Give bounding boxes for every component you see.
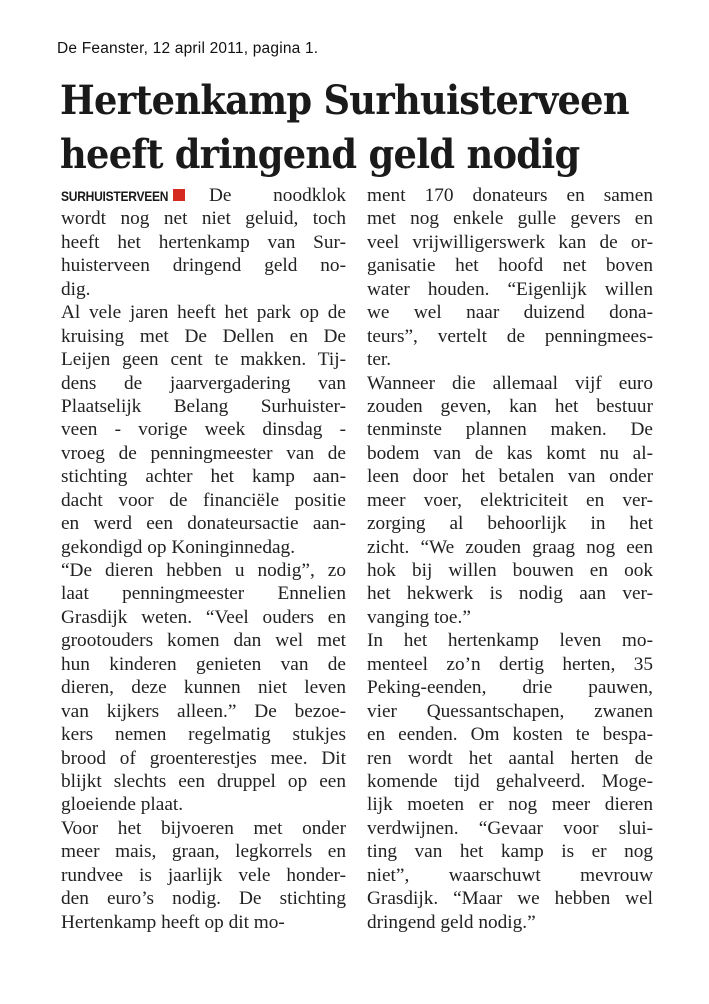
article-text-line: en eenden. Om kosten te bespa- bbox=[367, 724, 653, 746]
article-text-line: zicht. “We zouden graag nog een bbox=[367, 536, 653, 558]
article-text-line: het hekwerk is nodig aan ver- bbox=[367, 583, 653, 605]
article-text-line: Grasdijk. “Maar we hebben wel bbox=[367, 888, 653, 910]
article-text-line: komende tijd gehalveerd. Moge- bbox=[367, 770, 653, 792]
article-text-line: ter. bbox=[367, 349, 392, 371]
article-text-line: ganisatie het hoofd net boven bbox=[367, 255, 653, 277]
article-text-line: verdwijnen. “Gevaar voor slui- bbox=[367, 817, 653, 839]
article-column-right bbox=[367, 184, 653, 934]
article-text-line: meer voer, elektriciteit en ver- bbox=[367, 489, 653, 511]
article-text-line: kruising met De Dellen en De bbox=[61, 325, 346, 347]
article-column-left bbox=[61, 184, 346, 934]
source-citation: De Feanster, 12 april 2011, pagina 1. bbox=[57, 40, 319, 57]
article-text-line: Hertenkamp heeft op dit mo- bbox=[61, 911, 285, 933]
article-text-line: teurs”, vertelt de penningmees- bbox=[367, 325, 653, 347]
article-text-line: ting van het kamp is er nog bbox=[367, 841, 653, 863]
article-text-line: lijk moeten er nog meer dieren bbox=[367, 794, 653, 816]
right-column-body bbox=[367, 184, 653, 934]
lead-line bbox=[61, 184, 346, 207]
article-text-line: vier Quessantschapen, zwanen bbox=[367, 700, 653, 722]
article-text-line: en werd een donateursactie aan- bbox=[61, 513, 346, 535]
article-text-line: huisterveen dringend geld no- bbox=[61, 255, 346, 277]
article-text-line: In het hertenkamp leven mo- bbox=[367, 630, 653, 652]
article-text-line: Plaatselijk Belang Surhuister- bbox=[61, 395, 346, 417]
article-text-line: heeft het hertenkamp van Sur- bbox=[61, 231, 346, 253]
article-text-line: bodem van de kas komt nu al- bbox=[367, 442, 653, 464]
article-text-line: tenminste plannen maken. De bbox=[367, 419, 653, 441]
article-text-line: leen door het betalen van onder bbox=[367, 466, 653, 488]
article-text-line: meer mais, graan, legkorrels en bbox=[61, 841, 346, 863]
dateline: SURHUISTERVEEN bbox=[61, 188, 169, 204]
article-text-line: “De dieren hebben u nodig”, zo bbox=[61, 560, 346, 581]
lead-word: De bbox=[209, 185, 232, 206]
article-text-line: gloeiende plaat. bbox=[61, 794, 184, 816]
article-text-line: zouden geven, kan het bestuur bbox=[367, 395, 653, 417]
lead-word: noodklok bbox=[273, 185, 346, 206]
article-text-line: gekondigd op Koninginnedag. bbox=[61, 536, 296, 558]
article-text-line: den euro’s nodig. De stichting bbox=[61, 888, 346, 910]
headline bbox=[60, 74, 629, 182]
article-text-line: Leijen geen cent te makken. Tij- bbox=[61, 349, 346, 371]
article-text-line: vanging toe.” bbox=[367, 606, 471, 628]
article-text-line: veen - vorige week dinsdag - bbox=[61, 419, 346, 441]
lead-text bbox=[209, 184, 346, 207]
article-text-line: grootouders komen dan wel met bbox=[61, 630, 346, 652]
headline-line-2: heeft dringend geld nodig bbox=[60, 131, 580, 178]
article-text-line: dieren, deze kunnen niet leven bbox=[61, 677, 346, 699]
article-text-line: menteel zo’n dertig herten, 35 bbox=[367, 653, 653, 675]
article-text-line: Voor het bijvoeren met onder bbox=[61, 817, 346, 839]
article-text-line: stichting achter het kamp aan- bbox=[61, 466, 346, 488]
article-text-line: kers nemen regelmatig stukjes bbox=[61, 724, 346, 746]
article-text-line: we wel naar duizend dona- bbox=[367, 302, 653, 324]
article-text-line: dacht voor de financiële positie bbox=[61, 489, 346, 511]
article-text-line: rundvee is jaarlijk vele honder- bbox=[61, 864, 346, 886]
article-text-line: dringend geld nodig.” bbox=[367, 911, 536, 933]
left-column-body bbox=[61, 207, 346, 934]
article-text-line: brood of groenterestjes mee. Dit bbox=[61, 747, 346, 769]
article-text-line: van kijkers alleen.” De bezoe- bbox=[61, 700, 346, 722]
article-text-line: ment 170 donateurs en samen bbox=[367, 185, 653, 206]
article-text-line: ren wordt het aantal herten de bbox=[367, 747, 653, 769]
headline-line-1: Hertenkamp Surhuisterveen bbox=[60, 77, 629, 124]
article-text-line: water houden. “Eigenlijk willen bbox=[367, 278, 653, 300]
article-text-line: hok bij willen bouwen en ook bbox=[367, 560, 653, 581]
article-text-line: Al vele jaren heeft het park op de bbox=[61, 302, 346, 324]
article-text-line: wordt nog net niet geluid, toch bbox=[61, 208, 346, 230]
red-square-bullet-icon bbox=[173, 189, 185, 201]
article-text-line: veel vrijwilligerswerk kan de or- bbox=[367, 231, 653, 253]
article-text-line: blijkt slechts een druppel op een bbox=[61, 770, 346, 792]
article-text-line: vroeg de penningmeester van de bbox=[61, 442, 346, 464]
article-text-line: met nog enkele gulle gevers en bbox=[367, 208, 653, 230]
article-text-line: zorging al behoorlijk in het bbox=[367, 513, 653, 535]
article-text-line: Peking-eenden, drie pauwen, bbox=[367, 677, 653, 699]
article-text-line: niet”, waarschuwt mevrouw bbox=[367, 864, 653, 886]
article-text-line: dens de jaarvergadering van bbox=[61, 372, 346, 394]
article-text-line: laat penningmeester Ennelien bbox=[61, 583, 346, 605]
article-text-line: hun kinderen genieten van de bbox=[61, 653, 346, 675]
article-text-line: Grasdijk weten. “Veel ouders en bbox=[61, 606, 346, 628]
article-text-line: Wanneer die allemaal vijf euro bbox=[367, 372, 653, 394]
article-text-line: dig. bbox=[61, 278, 91, 300]
